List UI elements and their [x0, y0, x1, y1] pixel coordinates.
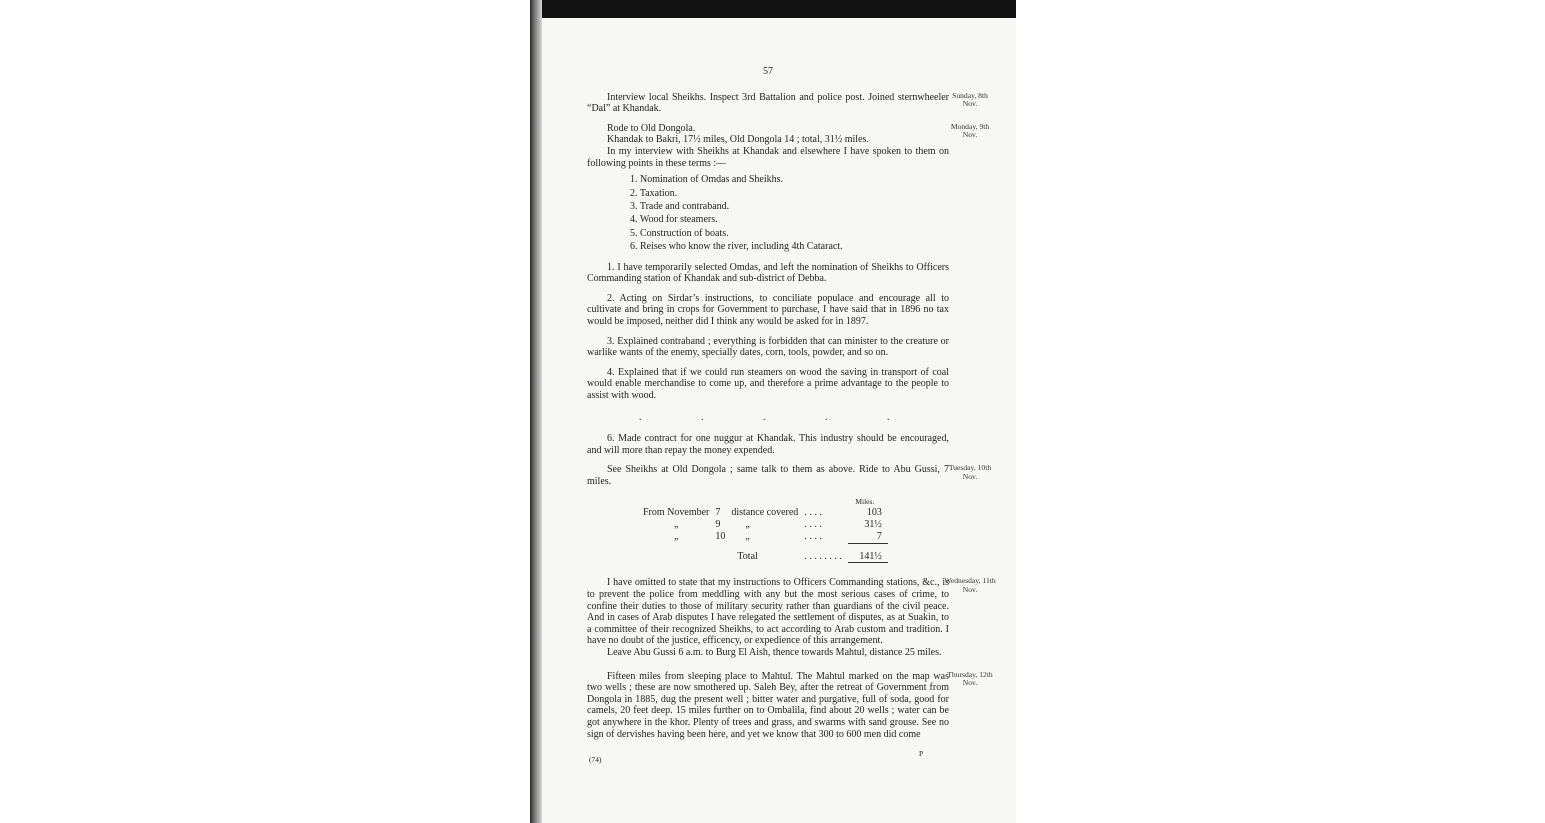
- page-content: [587, 66, 996, 765]
- list-item: 5. Construction of boats.: [630, 227, 729, 239]
- entry-text: Khandak to Bakri, 17½ miles, Old Dongola 14 ; total, 31½ miles.: [607, 134, 869, 146]
- table-row: [643, 507, 888, 519]
- dot: .: [887, 411, 893, 423]
- row-day: 10: [715, 531, 726, 543]
- row-leaders: . . . .: [804, 519, 822, 531]
- row-label: „: [673, 519, 679, 531]
- row-value: 7: [876, 530, 882, 542]
- list-item: 6. Reises who know the river, including 4th Cataract.: [630, 241, 843, 253]
- row-leaders: . . . .: [804, 531, 822, 543]
- gathering-letter: P: [919, 749, 924, 759]
- scan-top-border: [530, 0, 1016, 18]
- row-day: 7: [715, 507, 721, 519]
- row-leaders: . . . .: [804, 507, 822, 519]
- table-row-total: [643, 543, 888, 563]
- scan-spine-shadow: [530, 0, 542, 823]
- entry-text: See Sheikhs at Old Dongola ; same talk to them as above. Ride to Abu Gussi, 7 miles.: [587, 464, 949, 487]
- printer-signature: (74): [589, 755, 602, 765]
- scanned-page-image: [530, 0, 1016, 823]
- row-label: „: [673, 531, 679, 543]
- margin-date: Monday, 9th Nov.: [950, 121, 990, 140]
- row-value: 31½: [864, 519, 882, 531]
- page-number: 57: [763, 66, 773, 77]
- row-value: 103: [866, 507, 882, 519]
- row-desc: „: [745, 531, 750, 543]
- margin-date: Wednesday, 11th Nov.: [944, 576, 996, 594]
- total-leaders: . . . . . . . .: [804, 551, 842, 563]
- distance-table: [643, 496, 949, 564]
- paragraph-6: 6. Made contract for one nuggur at Khandak. This industry should be encouraged, and will more than repay the money expended.: [587, 433, 949, 456]
- unit-header: Miles.: [855, 496, 875, 506]
- margin-date: Thursday, 12th Nov.: [947, 669, 993, 688]
- entry-text: Interview local Sheikhs. Inspect 3rd Battalion and police post. Joined sternwheeler “Dal” at Khandak.: [587, 91, 949, 115]
- table-row: [643, 531, 888, 543]
- list-item: 2. Taxation.: [630, 187, 678, 199]
- entry-text: Fifteen miles from sleeping place to Mahtul. The Mahtul marked on the map was two wells ; these are now smothered up. Saleh Bey, after the retreat of Government from Dongola in 1885, dug the present well ; bitter water and purgative, full of soda, good for camels, 20 feet deep. 15 miles further on to Ombalila, find about 20 wells ; water can be got anywhere in the khor. Plenty of trees and grass, and swarms with sand grouse. See no sign of dervishes having been here, and yet we know that 300 to 600 men did come: [587, 670, 949, 740]
- total-label: Total: [737, 551, 758, 563]
- row-day: 9: [715, 519, 721, 531]
- entry-text: In my interview with Sheikhs at Khandak and elsewhere I have spoken to them on following points in these terms :—: [587, 145, 949, 169]
- entry-text: I have omitted to state that my instructions to Officers Commanding stations, &c., is to prevent the police from meddling with any but the most serious cases of crime, to confine their duties to those of military security rather than guardians of the civil peace. And in cases of Arab disputes I have relegated the settlement of disputes, as at Suakin, to a committee of their recognized Sheikhs, to act according to Arab custom and tradition. I have no doubt of the justice, efficency, or expedience of this arrangement.: [587, 577, 949, 647]
- margin-date: Sunday, 8th Nov.: [952, 90, 988, 108]
- row-desc: „: [745, 519, 750, 531]
- total-value: 141½: [848, 543, 888, 563]
- row-desc: distance covered: [731, 507, 799, 519]
- diary-entry-wednesday: [587, 576, 996, 659]
- margin-date: Tuesday, 10th Nov.: [948, 463, 992, 481]
- paragraph-2: 2. Acting on Sirdar’s instructions, to conciliate populace and encourage all to cultivate and bring in crops for Government to purchase, I have said that in 1896 no tax would be imposed, neither did I think any would be asked for in 1897.: [587, 292, 949, 327]
- entry-text: Rode to Old Dongola.: [607, 122, 696, 134]
- points-list: [630, 173, 949, 253]
- paragraph-4: 4. Explained that if we could run steamers on wood the saving in transport of coal would enable merchandise to come up, and therefore a prime advantage to the people to assist with wood.: [587, 366, 949, 401]
- dot: .: [701, 411, 707, 423]
- diary-entry-tuesday: [587, 463, 992, 487]
- page-footer: [587, 748, 949, 764]
- dot: .: [825, 411, 831, 423]
- table-row: [643, 519, 888, 531]
- diary-entry-monday: [587, 121, 990, 254]
- diary-entry-sunday: [587, 90, 988, 115]
- entry-text: Leave Abu Gussi 6 a.m. to Burg El Aish, thence towards Mahtul, distance 25 miles.: [607, 647, 942, 659]
- row-label: From November: [643, 507, 710, 519]
- diary-entry-thursday: [587, 669, 993, 741]
- list-item: 4. Wood for steamers.: [630, 214, 718, 226]
- paragraph-1: 1. I have temporarily selected Omdas, and left the nomination of Sheikhs to Officers Commanding station of Khandak and sub-district of Debba.: [587, 261, 949, 285]
- dot: .: [763, 411, 769, 423]
- omission-dots: [639, 412, 949, 424]
- dot: .: [639, 411, 645, 423]
- list-item: 1. Nomination of Omdas and Sheikhs.: [630, 174, 784, 186]
- paragraph-3: 3. Explained contraband ; everything is forbidden that can minister to the creature or warlike wants of the enemy, specially dates, corn, tools, powder, and so on.: [587, 335, 949, 359]
- list-item: 3. Trade and contraband.: [630, 200, 730, 212]
